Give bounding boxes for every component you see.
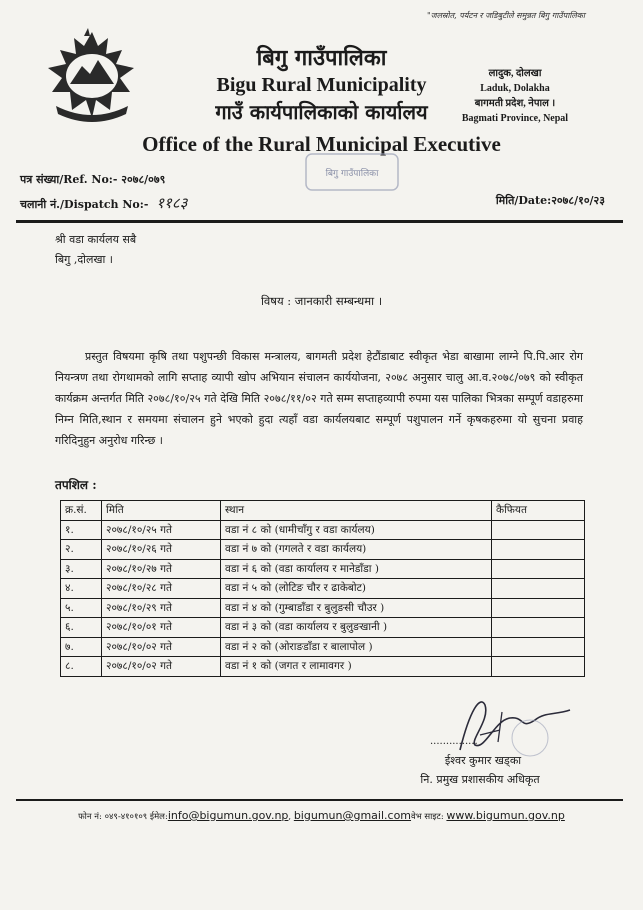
cell-date: २०७८/१०/०२ गते [102,657,221,677]
footer-divider [16,799,623,801]
cell-location: वडा नं १ को (जगत र लामावगर ) [221,657,492,677]
table-row [61,657,585,677]
cell-date: २०७८/१०/०१ गते [102,618,221,638]
ref-label: पत्र संख्या/Ref. No:- [20,173,118,186]
ref-number [20,172,165,187]
letter-date [496,193,605,208]
subject-line: विषय : जानकारी सम्बन्धमा । [260,294,383,308]
cell-remarks [492,598,585,618]
office-name-nepali: गाउँ कार्यपालिकाको कार्यालय [215,100,428,124]
footer-contact [0,809,643,822]
office-name-english: Office of the Rural Municipal Executive [142,132,501,156]
cell-serial: १. [61,520,102,540]
address-nepali-1: लादुक, दोलखा [488,68,542,79]
cell-remarks [492,559,585,579]
cell-serial: ३. [61,559,102,579]
footer-separator: , [288,812,292,822]
cell-serial: ६. [61,618,102,638]
recipient-line-1: श्री वडा कार्यलय सबै [55,233,137,246]
table-header-row [61,501,585,521]
date-value: २०७८/१०/२३ [551,194,605,207]
footer-email-2[interactable]: bigumun@gmail.com [293,809,412,822]
footer-website[interactable]: www.bigumun.gov.np [446,809,565,822]
cell-serial: ४. [61,579,102,599]
cell-remarks [492,657,585,677]
cell-remarks [492,618,585,638]
cell-location: वडा नं ४ को (गुम्बाडाँडा र बुलुङसी चौउर ) [221,598,492,618]
cell-serial: ८. [61,657,102,677]
ref-value: २०७८/०७९ [121,173,166,186]
cell-location: वडा नं ७ को (गगलते र वडा कार्यलय) [221,540,492,560]
table-row [61,579,585,599]
cell-location: वडा नं ६ को (वडा कार्यालय र मानेडाँडा ) [221,559,492,579]
table-row [61,618,585,638]
date-label: मिति/Date: [495,194,552,207]
col-remarks: कैफियत [492,501,585,521]
signatory-title: नि. प्रमुख प्रशासकीय अधिकृत [420,773,540,786]
col-location: स्थान [221,501,492,521]
details-label: तपशिल : [55,478,97,492]
cell-serial: ५. [61,598,102,618]
letter-body: प्रस्तुत विषयमा कृषि तथा पशुपन्छी विकास मन्त्रालय, बागमती प्रदेश हेटौंडाबाट स्वीकृत भेडा बाखामा लाग्ने पि.पि.आर रोग नियन्त्रण तथा रोगथामको लागि सप्ताह व्यापी खोप अभियान संचालन कार्ययोजना, २०७८ अनुसार चालु आ.व.२०७८/०७९ को स्वीकृत कार्यक्रम अन्तर्गत मिति २०७८/१०/२५ गते देखि मिति २०७८/११/०२ गते सम्म सप्ताहव्यापी रुपमा यस पालिका भित्रका सम्पूर्ण वडाहरुमा निम्न मिति,स्थान र समयमा संचालन हुने भएको हुदा त्यहाँ वडा कार्यलयबाट सम्पूर्ण पशुपालन गर्ने कृषकहरुमा यो सुचना प्रवाह गरिदिनुहुन अनुरोध गरिन्छ । [55,350,583,447]
municipality-name-english: Bigu Rural Municipality [216,74,427,96]
table-row [61,559,585,579]
address-english-1: Laduk, Dolakha [480,83,550,94]
recipient-line-2: बिगु ,दोलखा । [55,253,113,266]
address-block [445,66,585,126]
cell-remarks [492,579,585,599]
signatory-name: ईश्वर कुमार खड्का [444,754,522,767]
address-english-2: Bagmati Province, Nepal [461,113,569,124]
col-date: मिति [102,501,221,521]
col-serial: क्र.सं. [61,501,102,521]
office-stamp [302,150,402,194]
table-row [61,598,585,618]
cell-location: वडा नं ५ को (लोटिङ चौर र ढाकेबोट) [221,579,492,599]
signature-scribble [440,690,580,760]
cell-date: २०७८/१०/०२ गते [102,637,221,657]
footer-phone-label: फोन नं: ०४९-४१०१०९ ईमेल: [78,812,168,822]
signature-dots: ............... [430,736,478,747]
cell-serial: २. [61,540,102,560]
schedule-table [60,500,585,677]
footer-web-label: वेभ साइट: [411,812,444,822]
motto-text: "जलस्रोत, पर्यटन र जडिबुटीले समुन्नत बिगु गाउँपालिका [426,11,585,20]
cell-remarks [492,637,585,657]
cell-date: २०७८/१०/२६ गते [102,540,221,560]
footer-email-1[interactable]: info@bigumun.gov.np [167,809,289,822]
cell-date: २०७८/१०/२९ गते [102,598,221,618]
dispatch-value: ११८३ [156,194,188,212]
dispatch-label: चलानी नं./Dispatch No:- [20,198,149,211]
table-row [61,540,585,560]
header-divider [16,220,623,223]
cell-serial: ७. [61,637,102,657]
municipality-name-nepali: बिगु गाउँपालिका [256,45,387,71]
cell-remarks [492,540,585,560]
cell-location: वडा नं २ को (ओराङडाँडा र बालापोल ) [221,637,492,657]
cell-date: २०७८/१०/२७ गते [102,559,221,579]
cell-location: वडा नं ८ को (धामीचाँगु र वडा कार्यलय) [221,520,492,540]
table-row [61,520,585,540]
cell-location: वडा नं ३ को (वडा कार्यालय र बुलुङखानी ) [221,618,492,638]
cell-remarks [492,520,585,540]
dispatch-number [20,193,187,213]
cell-date: २०७८/१०/२५ गते [102,520,221,540]
cell-date: २०७८/१०/२८ गते [102,579,221,599]
address-nepali-2: बागमती प्रदेश, नेपाल । [474,98,556,109]
stamp-text: बिगु गाउँपालिका [325,169,379,179]
table-row [61,637,585,657]
